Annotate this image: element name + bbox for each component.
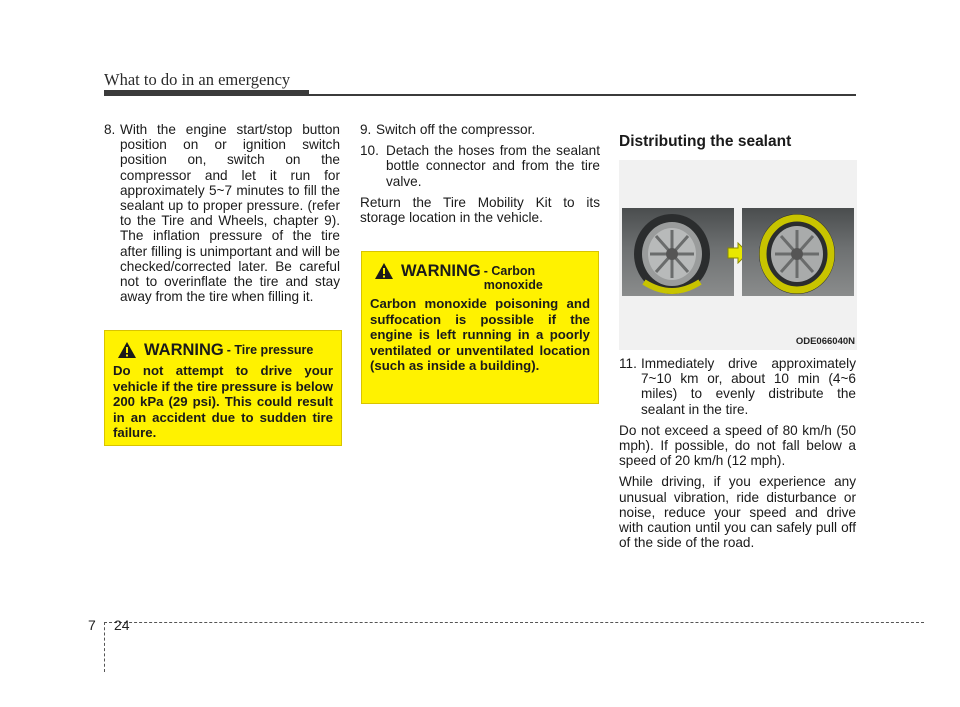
page-number: 24 [114, 617, 130, 633]
warning-header [113, 341, 333, 359]
return-kit-paragraph: Return the Tire Mobility Kit to its storage location in the vehicle. [360, 194, 600, 226]
footer-divider [104, 622, 106, 672]
warning-box-carbon-monoxide [361, 251, 599, 404]
section-title: Distributing the sealant [619, 133, 792, 150]
warning-word: WARNING [401, 262, 481, 280]
header-rule [104, 94, 856, 96]
warning-box-tire-pressure [104, 330, 342, 446]
step-number: 8. [104, 122, 116, 137]
step-11 [619, 356, 856, 417]
chapter-number: 7 [88, 617, 96, 633]
warning-subtitle: - Carbon monoxide [483, 264, 543, 292]
figure-caption: ODE066040N [795, 336, 855, 347]
warning-word: WARNING [144, 341, 224, 359]
step-text: Immediately drive approximately 7~10 km or, about 10 min (4~6 miles) to evenly distribute the sealant in the tire. [641, 356, 856, 417]
step-number: 11. [619, 356, 637, 371]
column-middle [360, 122, 600, 225]
step-9 [360, 122, 600, 137]
warning-triangle-icon [374, 262, 394, 280]
tire-after-image [742, 208, 854, 296]
column-right [619, 134, 856, 149]
sealant-figure [619, 160, 857, 350]
step-text: Detach the hoses from the sealant bottle connector and from the tire valve. [386, 143, 600, 189]
footer-rule [104, 622, 924, 623]
step-8 [104, 122, 340, 304]
step-text: Switch off the compressor. [376, 122, 536, 137]
warning-subtitle: - Tire pressure [226, 343, 314, 357]
tire-before-image [622, 208, 734, 296]
driving-paragraph: While driving, if you experience any unusual vibration, ride disturbance or noise, reduce your speed and drive with caution until you can safely pull off of the side of the road. [619, 474, 856, 551]
step-number: 10. [360, 143, 379, 159]
warning-triangle-icon [117, 341, 137, 359]
column-left [104, 122, 340, 304]
warning-body: Do not attempt to drive your vehicle if the tire pressure is below 200 kPa (29 psi). This could result in an accident due to sudden tire failure. [113, 363, 333, 440]
speed-paragraph: Do not exceed a speed of 80 km/h (50 mph). If possible, do not fall below a speed of 20 km/h (12 mph). [619, 422, 856, 469]
step-10 [360, 143, 600, 189]
page-header-title: What to do in an emergency [104, 70, 291, 89]
warning-header [370, 262, 590, 292]
column-right-text [619, 356, 856, 550]
step-number: 9. [360, 122, 372, 137]
warning-body: Carbon monoxide poisoning and suffocation is possible if the engine is left running in a poorly ventilated or unventilated location (such as inside a building). [370, 296, 590, 373]
step-text: With the engine start/stop button position on or ignition switch position on, switch on the compressor and let it run for approximately 5~7 minutes to fill the sealant up to proper pressure. (refer to the Tire and Wheels, chapter 9). The inflation pressure of the tire after filling is unimportant and will be checked/corrected later. Be careful not to overinflate the tire and stay away from the tire when filling it. [120, 122, 340, 305]
